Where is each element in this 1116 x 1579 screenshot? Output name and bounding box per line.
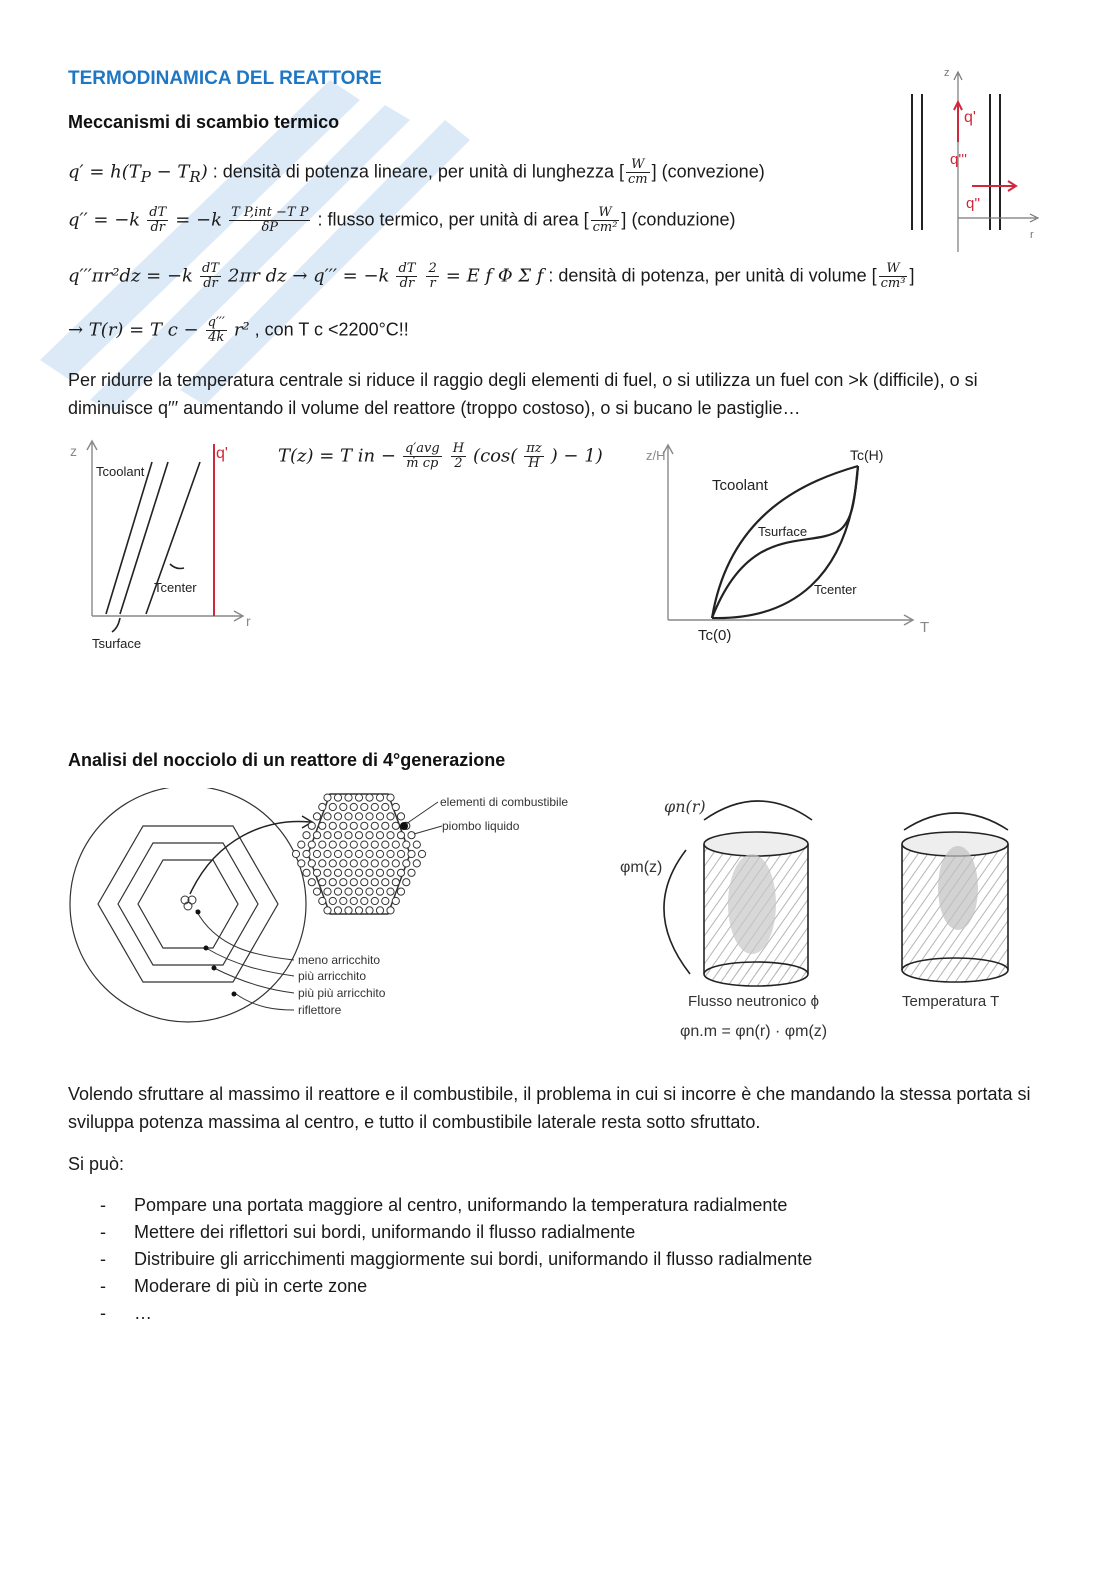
axis-label-z-over-h: z/H [646, 448, 666, 463]
fuel-pin [334, 869, 341, 876]
figure-temperature-radial [62, 436, 272, 658]
fuel-pin [413, 841, 420, 848]
fuel-pin [350, 803, 357, 810]
fuel-pin [418, 850, 425, 857]
fuel-pin [371, 860, 378, 867]
fuel-pin [371, 879, 378, 886]
fuel-pin [392, 822, 399, 829]
fuel-pin [382, 822, 389, 829]
fuel-pin [340, 841, 347, 848]
fuel-pin [397, 850, 404, 857]
fuel-pin [376, 813, 383, 820]
fuel-pin [350, 879, 357, 886]
fuel-pin [345, 907, 352, 914]
fuel-pin [345, 813, 352, 820]
fuel-pin [350, 822, 357, 829]
fuel-pin [329, 841, 336, 848]
fuel-pin [355, 850, 362, 857]
fuel-pin [303, 869, 310, 876]
options-list [68, 1192, 812, 1327]
label-t-center: Tcenter [814, 582, 857, 597]
fuel-pin [350, 897, 357, 904]
fuel-pin [361, 897, 368, 904]
axial-flux-curve [664, 850, 690, 974]
fuel-pin [319, 897, 326, 904]
label-fuel-elements: elementi di combustibile [440, 795, 569, 809]
fuel-pin [324, 907, 331, 914]
fuel-pin [313, 850, 320, 857]
section-heading-core-analysis: Analisi del nocciolo di un reattore di 4°generazione [68, 750, 506, 770]
fuel-pin [397, 813, 404, 820]
fuel-pin [319, 860, 326, 867]
fuel-pin [334, 813, 341, 820]
fuel-pin [355, 888, 362, 895]
fuel-pin [355, 869, 362, 876]
paragraph-center-temperature: Per ridurre la temperatura centrale si riduce il raggio degli elementi di fuel, o si utilizza un fuel con >k (difficile), o si diminuisce q′′′ aumentando il volume del reattore (troppo costoso), o si bucano le pastiglie… [68, 370, 978, 418]
paragraph-core-utilization: Volendo sfruttare al massimo il reattore e il combustibile, il problema in cui si incorre è che mandando la stessa portata si sviluppa potenza massima al centro, e tutto il combustibile laterale resta sotto sfruttato. [68, 1084, 1031, 1132]
fuel-pin [376, 907, 383, 914]
fuel-pin [355, 907, 362, 914]
fuel-pin [350, 841, 357, 848]
fuel-pin [387, 888, 394, 895]
fuel-pin [298, 860, 305, 867]
fuel-pin [361, 803, 368, 810]
fuel-pin [340, 860, 347, 867]
fuel-pin [361, 860, 368, 867]
fuel-pin [329, 860, 336, 867]
fuel-pin [324, 794, 331, 801]
flux-cylinder [704, 832, 808, 986]
label-tc-zero: Tc(0) [698, 627, 732, 644]
fuel-pin [366, 813, 373, 820]
fuel-pin [303, 850, 310, 857]
central-assemblies [181, 896, 196, 910]
fuel-pin [387, 869, 394, 876]
label-t-coolant: Tcoolant [712, 477, 768, 494]
fuel-pin [292, 850, 299, 857]
fuel-pin [340, 803, 347, 810]
equation-volumetric-power-density: q′′′πr²dz = −k $\frac{dT}{dr}$ 2πr dz → q′′′ = −k $\frac{dT}{dr}$ $\frac{2}{r}$ = E f Φ Σ f : densità di potenza, per unità di volume [ $\frac{W}{\text{cm³}}$ ] [68, 261, 915, 291]
fuel-pin [324, 813, 331, 820]
list-item: - Pompare una portata maggiore al centro, uniformando la temperatura radialmente [68, 1192, 812, 1219]
fuel-pin [392, 897, 399, 904]
caption-neutron-flux: Flusso neutronico ϕ [688, 993, 819, 1010]
fuel-pin [403, 841, 410, 848]
fuel-pin [371, 803, 378, 810]
fuel-pin [413, 860, 420, 867]
fuel-pin [382, 879, 389, 886]
figure-flux-temperature-cylinders [612, 788, 1052, 1050]
label-tc-h: Tc(H) [850, 447, 884, 463]
fuel-pin [382, 860, 389, 867]
fuel-pin [366, 907, 373, 914]
fuel-pin [334, 907, 341, 914]
label-lead: piombo liquido [442, 819, 520, 833]
hexagon-reflector [98, 826, 278, 982]
fuel-pin [319, 822, 326, 829]
label-t-center: Tcenter [154, 580, 197, 595]
fuel-pin [324, 869, 331, 876]
core-outer-circle [70, 788, 306, 1022]
fuel-pin [340, 897, 347, 904]
fuel-pin [408, 850, 415, 857]
label-q-double-prime: q'' [966, 195, 981, 212]
fuel-pin [392, 879, 399, 886]
fuel-pin [313, 832, 320, 839]
fuel-pin [361, 879, 368, 886]
fuel-pin [366, 869, 373, 876]
label-less-enriched: meno arricchito [298, 953, 381, 967]
fuel-pin [319, 803, 326, 810]
axis-label-z: z [70, 443, 77, 459]
label-t-surface: Tsurface [758, 524, 808, 539]
fuel-pin [366, 850, 373, 857]
temperature-curve [904, 813, 1008, 830]
fuel-pin [303, 832, 310, 839]
fuel-pin [345, 832, 352, 839]
fuel-pin [350, 860, 357, 867]
label-si-puo: Si può: [68, 1154, 125, 1174]
fuel-pin [371, 822, 378, 829]
axis-label-t: T [920, 619, 930, 636]
fuel-pin [387, 850, 394, 857]
fuel-pin [387, 794, 394, 801]
fuel-pin [355, 832, 362, 839]
fuel-pin [324, 832, 331, 839]
fuel-pin [408, 869, 415, 876]
list-item: - … [68, 1300, 812, 1327]
fuel-pin [319, 879, 326, 886]
fuel-pin [345, 869, 352, 876]
fuel-pin [355, 813, 362, 820]
list-item: - Distribuire gli arricchimenti maggiormente sui bordi, uniformando il flusso radialmente [68, 1246, 812, 1273]
fuel-pin [334, 888, 341, 895]
fuel-pin [329, 879, 336, 886]
fuel-pin [313, 888, 320, 895]
label-q-triple-prime: q''' [950, 151, 967, 168]
fuel-pin [355, 794, 362, 801]
fuel-pin [382, 841, 389, 848]
fuel-pin [382, 897, 389, 904]
label-t-coolant: Tcoolant [96, 464, 145, 479]
fuel-pin [371, 897, 378, 904]
list-item: - Moderare di più in certe zone [68, 1273, 812, 1300]
fuel-pin [313, 869, 320, 876]
list-item: - Mettere dei riflettori sui bordi, uniformando il flusso radialmente [68, 1219, 812, 1246]
fuel-pin [403, 879, 410, 886]
temperature-cylinder [902, 832, 1008, 982]
fuel-pin [366, 832, 373, 839]
fuel-pin [376, 850, 383, 857]
radial-flux-curve [704, 801, 812, 820]
fuel-pin [345, 850, 352, 857]
axis-label-z: z [944, 67, 950, 79]
fuel-pin [361, 841, 368, 848]
fuel-pin [397, 869, 404, 876]
equation-radial-temperature: → T(r) = T c − $\frac{q'''}{4k}$ r² , con T c <2200°C!! [68, 315, 409, 345]
formula-flux-product: φn.m = φn(r) · φm(z) [680, 1023, 828, 1040]
fuel-pin [392, 803, 399, 810]
fuel-pin [298, 841, 305, 848]
fuel-pin [334, 850, 341, 857]
label-q-prime: q' [964, 109, 976, 126]
label-most-enriched: più più arricchito [298, 986, 386, 1000]
label-phi-n: φn(r) [664, 797, 706, 816]
figure-reactor-core [66, 788, 606, 1028]
fuel-pin [340, 822, 347, 829]
figure-fuel-pin-heat-flux [900, 62, 1050, 252]
axis-label-r: r [1030, 229, 1034, 241]
fuel-pin [387, 832, 394, 839]
zoom-arrow [190, 822, 310, 894]
fuel-pin [403, 860, 410, 867]
fuel-pin [392, 841, 399, 848]
label-phi-m: φm(z) [620, 859, 663, 876]
label-reflector: riflettore [298, 1003, 342, 1017]
fuel-pin [387, 907, 394, 914]
section-heading-heat-exchange: Meccanismi di scambio termico [68, 112, 340, 132]
axis-label-r: r [246, 613, 251, 629]
fuel-pin [392, 860, 399, 867]
fuel-pin [329, 803, 336, 810]
fuel-pin [334, 832, 341, 839]
hexagon-less-enriched [138, 860, 238, 948]
figure-temperature-axial [640, 440, 940, 650]
fuel-pin [329, 822, 336, 829]
equation-axial-temperature: T(z) = T in − $\frac{\text{q′avg}}{\text{ṁ cp}}$ $\frac{H}{2}$ (cos( $\frac{\pi z}{H}$ ) − 1) [278, 441, 603, 471]
label-q-prime: q' [216, 445, 228, 462]
fuel-pin [376, 869, 383, 876]
label-more-enriched: più arricchito [298, 969, 367, 983]
fuel-pin [345, 888, 352, 895]
equation-heat-flux: q′′ = −k $\frac{dT}{dr}$ = −k $\frac{\text{T P,int −T P}}{\delta P}$ : flusso termico, per unità di area [ $\frac{W}{\text{cm²}}$ ] (conduzione) [68, 205, 736, 235]
fuel-pin [397, 832, 404, 839]
fuel-pin [376, 794, 383, 801]
fuel-pin [308, 822, 315, 829]
fuel-pin [324, 850, 331, 857]
fuel-pin [361, 822, 368, 829]
fuel-pin [345, 794, 352, 801]
fuel-pin [308, 860, 315, 867]
fuel-pin [397, 888, 404, 895]
fuel-pin [366, 888, 373, 895]
fuel-pin [319, 841, 326, 848]
label-t-surface: Tsurface [92, 636, 142, 651]
fuel-pin [334, 794, 341, 801]
fuel-pin [376, 888, 383, 895]
fuel-pin [313, 813, 320, 820]
caption-temperature: Temperatura T [902, 993, 1000, 1010]
fuel-pin [324, 888, 331, 895]
fuel-pin [340, 879, 347, 886]
fuel-pin [329, 897, 336, 904]
fuel-pin [382, 803, 389, 810]
page-title: TERMODINAMICA DEL REATTORE [68, 68, 382, 89]
fuel-pin [408, 832, 415, 839]
fuel-pin [376, 832, 383, 839]
fuel-pin [371, 841, 378, 848]
fuel-pin [308, 879, 315, 886]
equation-linear-power-density: $q' = h(T_P - T_R)$ : densità di potenza lineare, per unità di lunghezza [ $\frac{W}{cm}$ ] (convezione) [68, 157, 765, 187]
fuel-pin [387, 813, 394, 820]
fuel-pin [308, 841, 315, 848]
fuel-pin [366, 794, 373, 801]
